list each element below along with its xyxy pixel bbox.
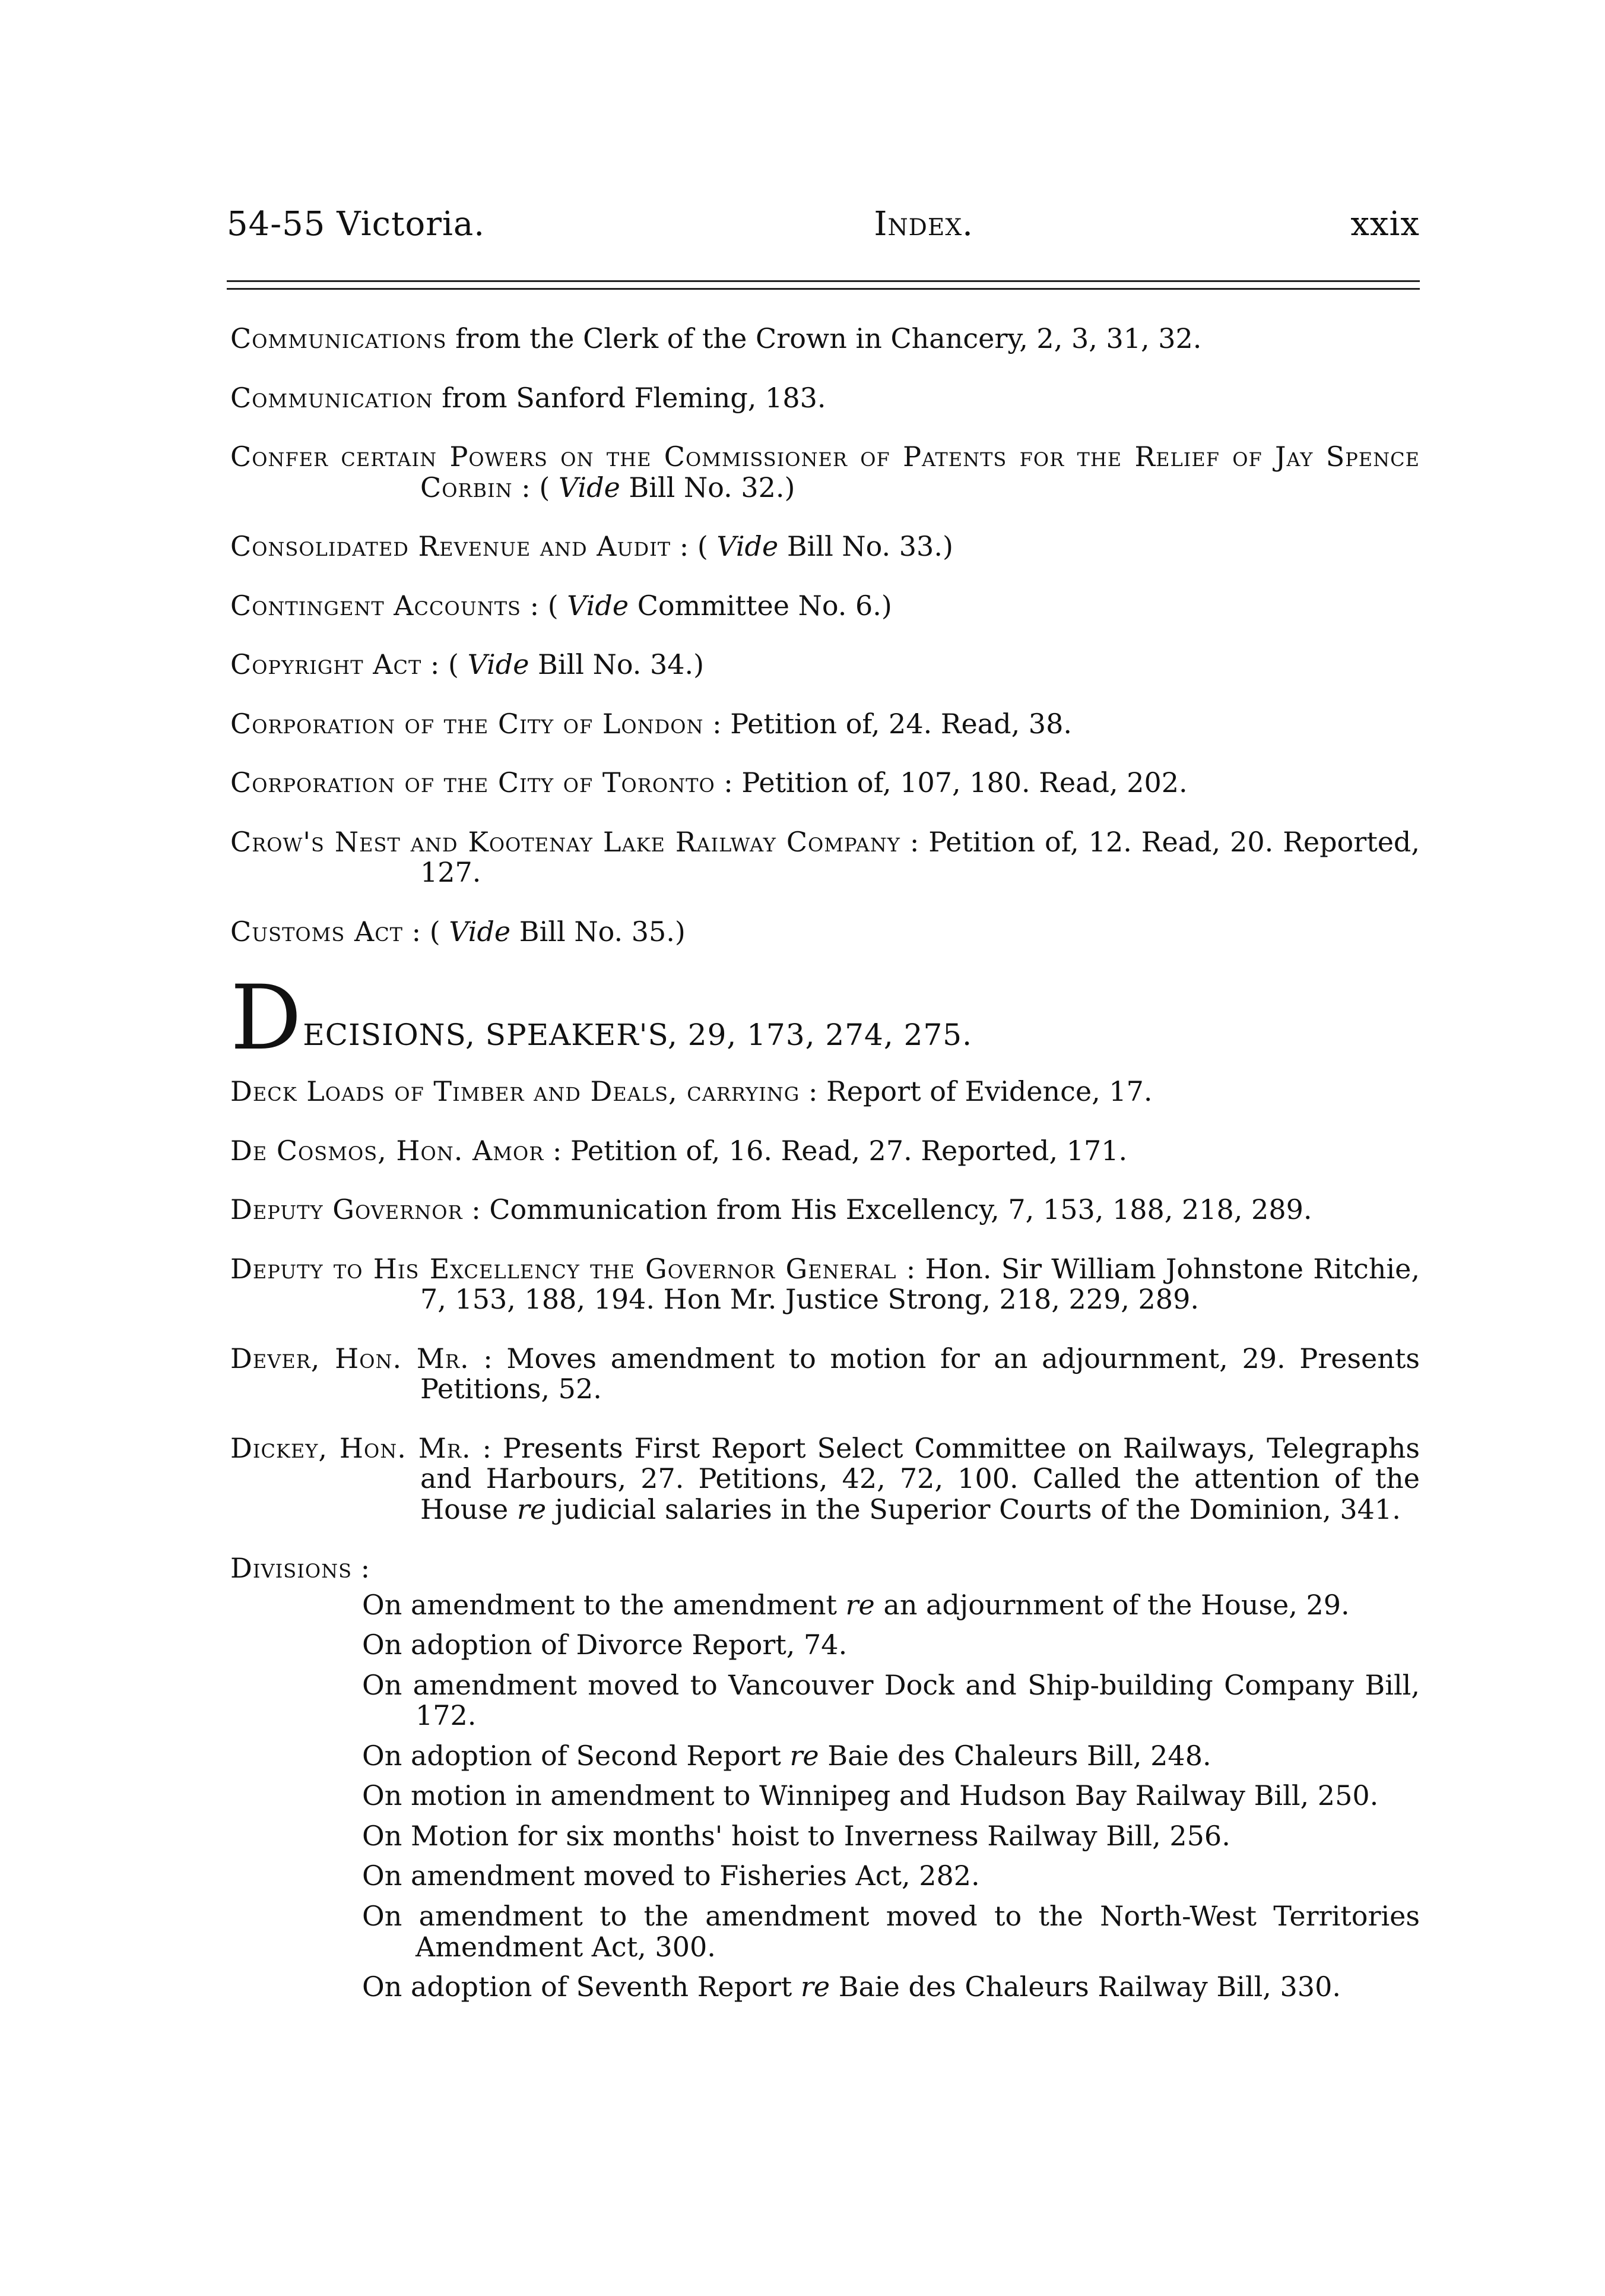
item-text: Baie des Chaleurs Railway Bill, 330. [830, 1971, 1341, 2003]
item-text: On amendment moved to Fisheries Act, 282. [362, 1860, 980, 1892]
entry-heading: Deputy Governor [230, 1193, 463, 1226]
divisions-list [230, 1590, 1420, 2003]
item-text: On amendment moved to Vancouver Dock and Ship-building Company Bill, 172. [362, 1668, 1420, 1732]
list-item [362, 1630, 1420, 1661]
re-word: re [800, 1971, 830, 2003]
entry-text: : Report of Evidence, 17. [800, 1075, 1153, 1108]
entry-text: : ( [521, 589, 567, 622]
index-entry [230, 827, 1420, 888]
entry-text: : Petition of, 107, 180. Read, 202. [715, 767, 1188, 799]
entry-text: : ( [671, 530, 717, 563]
entry-text: : ( [512, 471, 559, 503]
index-entry [230, 324, 1420, 354]
list-item [362, 1741, 1420, 1772]
header-page-number: xxix [1350, 205, 1420, 243]
item-text: On adoption of Seventh Report [362, 1971, 801, 2003]
item-text: On motion in amendment to Winnipeg and Hudson Bay Railway Bill, 250. [362, 1779, 1379, 1812]
entry-heading: Communications [230, 322, 447, 354]
entry-heading: Corporation of the City of London [230, 707, 704, 740]
item-text: Baie des Chaleurs Bill, 248. [819, 1739, 1211, 1772]
entry-heading: Corporation of the City of Toronto [230, 767, 715, 799]
entry-text: Bill No. 33.) [778, 530, 953, 563]
index-entry [230, 1076, 1420, 1107]
list-item [362, 1670, 1420, 1731]
index-entry [230, 650, 1420, 680]
section-d-heading [230, 967, 1420, 1071]
entry-heading: Communication [230, 381, 433, 414]
entry-heading: Dever, Hon. Mr. [230, 1342, 470, 1375]
entry-text: : Petition of, 24. Read, 38. [703, 707, 1072, 740]
entry-heading: Deck Loads of Timber and Deals, carrying [230, 1075, 800, 1108]
index-entries [230, 324, 1420, 2012]
header-center: Index. [874, 205, 973, 243]
entry-text: from the Clerk of the Crown in Chancery, 2, 3, 31, 32. [446, 322, 1202, 354]
entry-heading: Divisions [230, 1552, 352, 1585]
entry-text: : ( [403, 915, 449, 948]
index-entry [230, 531, 1420, 562]
item-text: On adoption of Second Report [362, 1739, 790, 1772]
vide-reference: Vide [467, 648, 529, 681]
index-entry [230, 1195, 1420, 1225]
entry-heading: Consolidated Revenue and Audit [230, 530, 671, 563]
list-item [362, 1590, 1420, 1621]
entry-heading: Contingent Accounts [230, 589, 521, 622]
vide-reference: Vide [449, 915, 511, 948]
list-item [362, 1861, 1420, 1892]
entry-heading: Copyright Act [230, 648, 422, 681]
item-text: On amendment to the amendment [362, 1588, 846, 1621]
list-item [362, 1781, 1420, 1812]
list-item [362, 1821, 1420, 1852]
entry-text: : Hon. Sir William Johnstone Ritchie, 7, 153, 188, 194. Hon Mr. Justice Strong, 218, 229, 289. [420, 1252, 1420, 1316]
entry-text: : ( [421, 648, 468, 681]
index-entry [230, 442, 1420, 503]
index-entry [230, 768, 1420, 799]
running-head [227, 205, 1420, 243]
header-left: 54-55 Victoria. [227, 205, 486, 243]
re-word: re [845, 1588, 875, 1621]
drop-cap-letter: D [230, 967, 302, 1071]
header-rule [227, 280, 1420, 290]
index-entry [230, 1433, 1420, 1525]
index-entry [230, 917, 1420, 948]
entry-text: : Moves amendment to motion for an adjournment, 29. Presents Petitions, 52. [420, 1342, 1420, 1405]
entry-text: Bill No. 34.) [529, 648, 705, 681]
index-entry [230, 383, 1420, 414]
entry-text: Bill No. 32.) [620, 471, 795, 503]
list-item [362, 1901, 1420, 1962]
entry-text: : Petition of, 16. Read, 27. Reported, 171. [544, 1134, 1128, 1167]
entry-text: : Communication from His Excellency, 7, 153, 188, 218, 289. [462, 1193, 1312, 1226]
entry-text: judicial salaries in the Superior Courts of the Dominion, 341. [546, 1493, 1401, 1525]
item-text: an adjournment of the House, 29. [874, 1588, 1350, 1621]
item-text: On adoption of Divorce Report, 74. [362, 1629, 848, 1661]
entry-text: : Petition of, 12. Read, 20. Reported, 127. [420, 825, 1420, 889]
entry-text: Bill No. 35.) [510, 915, 686, 948]
vide-reference: Vide [716, 530, 779, 563]
index-entry [230, 1136, 1420, 1167]
index-entry [230, 1344, 1420, 1405]
entry-heading: Deputy to His Excellency the Governor General [230, 1252, 897, 1285]
divisions-entry [230, 1553, 1420, 1584]
item-text: On amendment to the amendment moved to the North-West Territories Amendment Act, 300. [362, 1899, 1420, 1963]
entry-text: Committee No. 6.) [629, 589, 892, 622]
re-word: re [516, 1493, 547, 1525]
item-text: On Motion for six months' hoist to Inverness Railway Bill, 256. [362, 1819, 1230, 1852]
entry-text: from Sanford Fleming, 183. [433, 381, 826, 414]
vide-reference: Vide [559, 471, 620, 503]
vide-reference: Vide [567, 589, 629, 622]
entry-heading: Customs Act [230, 915, 404, 948]
re-word: re [789, 1739, 819, 1772]
entry-text: : [352, 1552, 370, 1585]
index-entry [230, 709, 1420, 740]
entry-heading: Crow's Nest and Kootenay Lake Railway Company [230, 825, 900, 858]
list-item [362, 1972, 1420, 2003]
section-d-entry: ECISIONS, SPEAKER'S, 29, 173, 274, 275. [303, 1018, 972, 1053]
index-entry [230, 1254, 1420, 1315]
entry-heading: De Cosmos, Hon. Amor [230, 1134, 544, 1167]
index-entry [230, 591, 1420, 622]
entry-heading: Dickey, Hon. Mr. [230, 1432, 471, 1464]
entry-text: : Presents First Report Select Committee on Railways, Telegraphs and Harbours, 27. Petitions, 42, 72, 100. Called the attention of the House [420, 1432, 1420, 1525]
entry-heading: Confer certain Powers on the Commissioner of Patents for the Relief of Jay Spence Corbin [230, 441, 1420, 503]
